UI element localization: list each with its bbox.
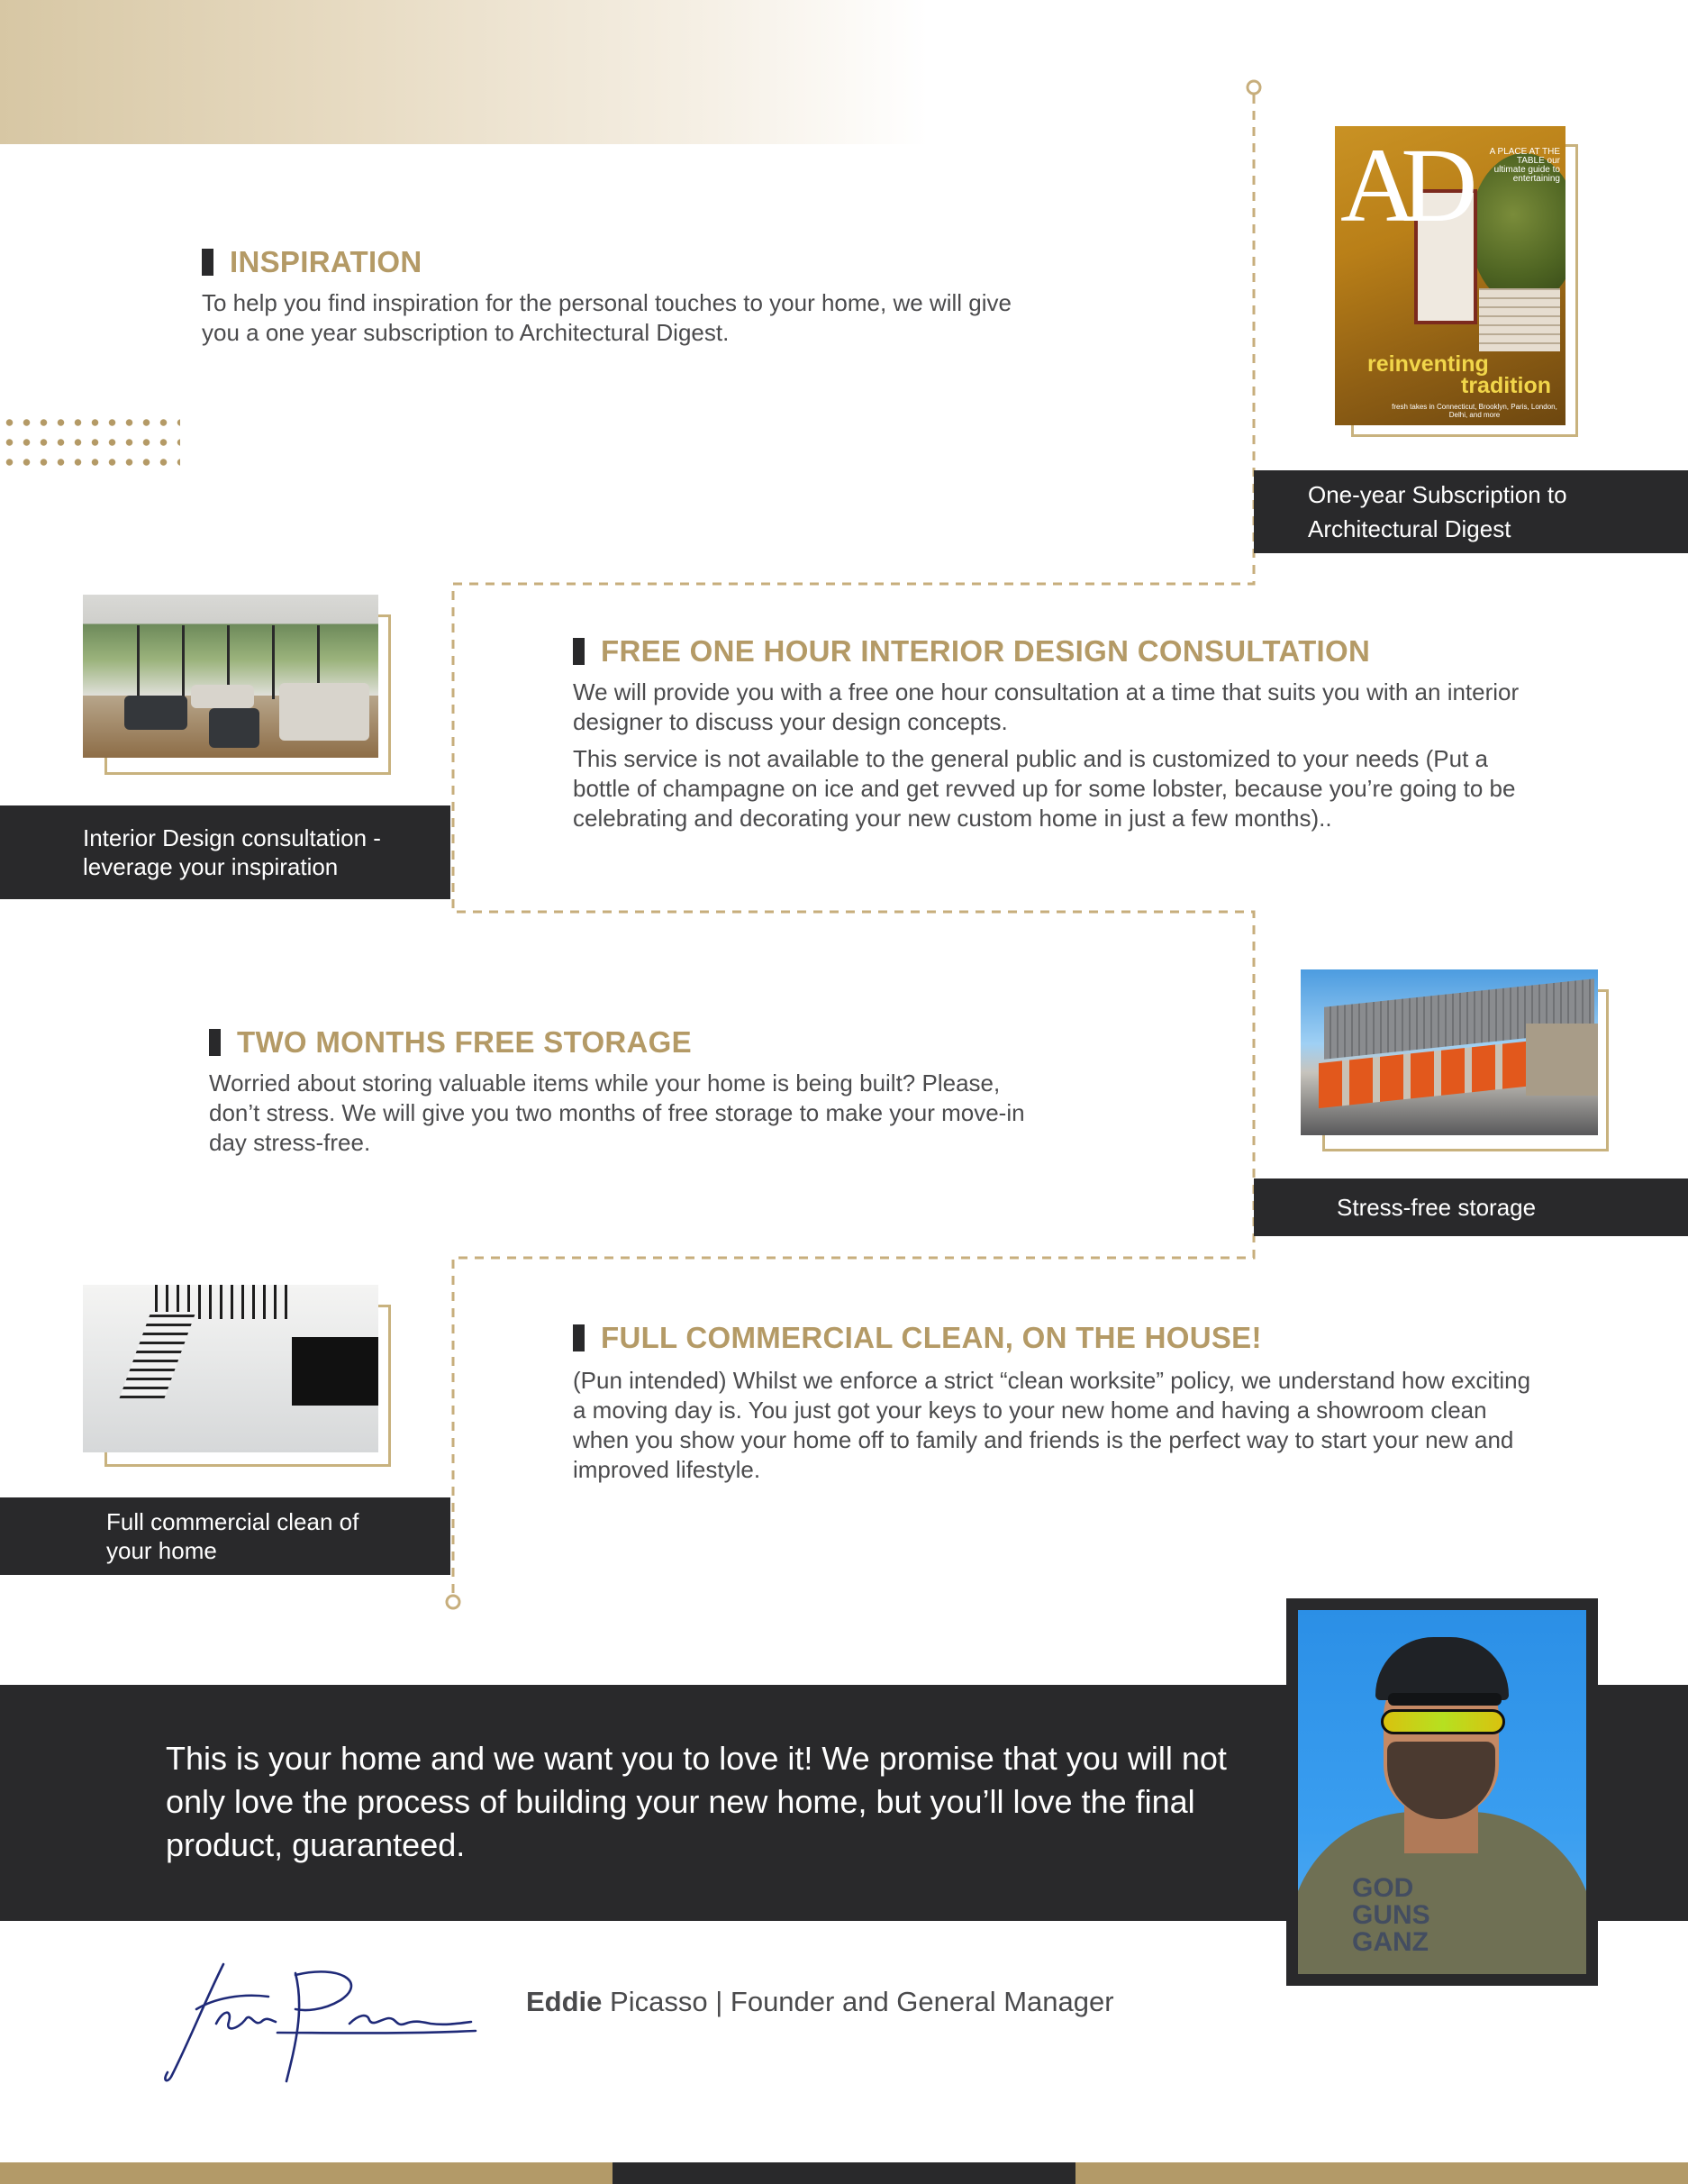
storage-heading — [209, 1025, 692, 1060]
top-gradient-band — [0, 0, 928, 144]
section-marker-icon — [573, 1324, 585, 1351]
kitchen-photo — [83, 1285, 391, 1467]
living-room-image — [83, 595, 378, 758]
storage-body — [209, 1069, 1056, 1158]
magazine-masthead: AD — [1340, 126, 1462, 244]
founder-role: Founder and General Manager — [730, 1986, 1114, 2017]
section-marker-icon — [202, 249, 213, 276]
consultation-heading — [573, 634, 1370, 669]
storage-photo — [1301, 969, 1609, 1151]
decorative-dot-grid — [0, 413, 180, 472]
magazine-cover-image — [1335, 126, 1565, 425]
magazine-headline-1: reinventing — [1367, 351, 1489, 377]
storage-title: TWO MONTHS FREE STORAGE — [237, 1025, 692, 1059]
section-marker-icon — [573, 638, 585, 665]
consultation-caption: Interior Design consultation - leverage your inspiration — [83, 824, 381, 880]
clean-body-text: (Pun intended) Whilst we enforce a strict “clean worksite” policy, we understand how exciting a moving day is. You just got your keys to your new home and having a showroom clean when you show your home off to family and friends is the perfect way to start your new and improved lifestyle. — [573, 1367, 1531, 1483]
magazine-photo — [1335, 126, 1578, 437]
bottom-strip-left — [0, 2162, 613, 2184]
clean-heading — [573, 1321, 1262, 1355]
founder-credit — [526, 1986, 1114, 2018]
magazine-headline-2: tradition — [1461, 373, 1551, 398]
consultation-body-text-2: This service is not available to the general public and is customized to your needs (Put a bottle of champagne on ice and get revved up for some lobster, because you’re going to be celebrating and decorating your new custom home in just a few months).. — [573, 745, 1516, 832]
clean-kitchen-image — [83, 1285, 378, 1452]
founder-last-name: Picasso — [610, 1986, 708, 2017]
inspiration-caption-box — [1254, 470, 1688, 553]
section-marker-icon — [209, 1029, 221, 1056]
magazine-tagline: A PLACE AT THE TABLE our ultimate guide to entertaining — [1489, 147, 1560, 184]
inspiration-heading — [202, 245, 422, 279]
founder-separator: | — [715, 1986, 723, 2017]
clean-caption-box — [0, 1497, 450, 1575]
clean-caption: Full commercial clean of your home — [106, 1508, 359, 1564]
shirt-print: GOD GUNS GANZ — [1352, 1873, 1430, 1957]
inspiration-caption: One-year Subscription to Architectural Digest — [1308, 481, 1567, 542]
timeline-end-node-icon — [447, 1596, 459, 1608]
quote-text: This is your home and we want you to love it! We promise that you will not only love the process of building your new home, but you’ll love the final product, guaranteed. — [166, 1740, 1227, 1863]
consultation-title: FREE ONE HOUR INTERIOR DESIGN CONSULTATION — [601, 634, 1371, 668]
storage-caption: Stress-free storage — [1337, 1194, 1537, 1221]
clean-body — [573, 1366, 1546, 1485]
founder-portrait-frame — [1286, 1598, 1598, 1986]
consultation-caption-box — [0, 805, 450, 899]
storage-units-image — [1301, 969, 1598, 1135]
living-room-photo — [83, 595, 391, 775]
bottom-strip-right — [1075, 2162, 1688, 2184]
inspiration-body — [202, 288, 1012, 348]
founder-signature — [160, 1946, 503, 2090]
clean-title: FULL COMMERCIAL CLEAN, ON THE HOUSE! — [601, 1321, 1262, 1354]
inspiration-title: INSPIRATION — [230, 245, 422, 278]
magazine-footer: fresh takes in Connecticut, Brooklyn, Paris, London, Delhi, and more — [1392, 403, 1557, 419]
storage-caption-box — [1254, 1178, 1688, 1236]
inspiration-body-text: To help you find inspiration for the personal touches to your home, we will give you a one year subscription to Architectural Digest. — [202, 289, 1012, 346]
bottom-strip-center — [613, 2162, 1075, 2184]
founder-first-name: Eddie — [526, 1986, 603, 2017]
timeline-start-node-icon — [1248, 81, 1260, 94]
consultation-body — [573, 678, 1546, 833]
storage-body-text: Worried about storing valuable items while your home is being built? Please, don’t stress. We will give you two months of free storage to make your move-in day stress-free. — [209, 1069, 1025, 1156]
founder-portrait — [1298, 1610, 1586, 1974]
consultation-body-text-1: We will provide you with a free one hour consultation at a time that suits you with an interior designer to discuss your design concepts. — [573, 678, 1520, 735]
